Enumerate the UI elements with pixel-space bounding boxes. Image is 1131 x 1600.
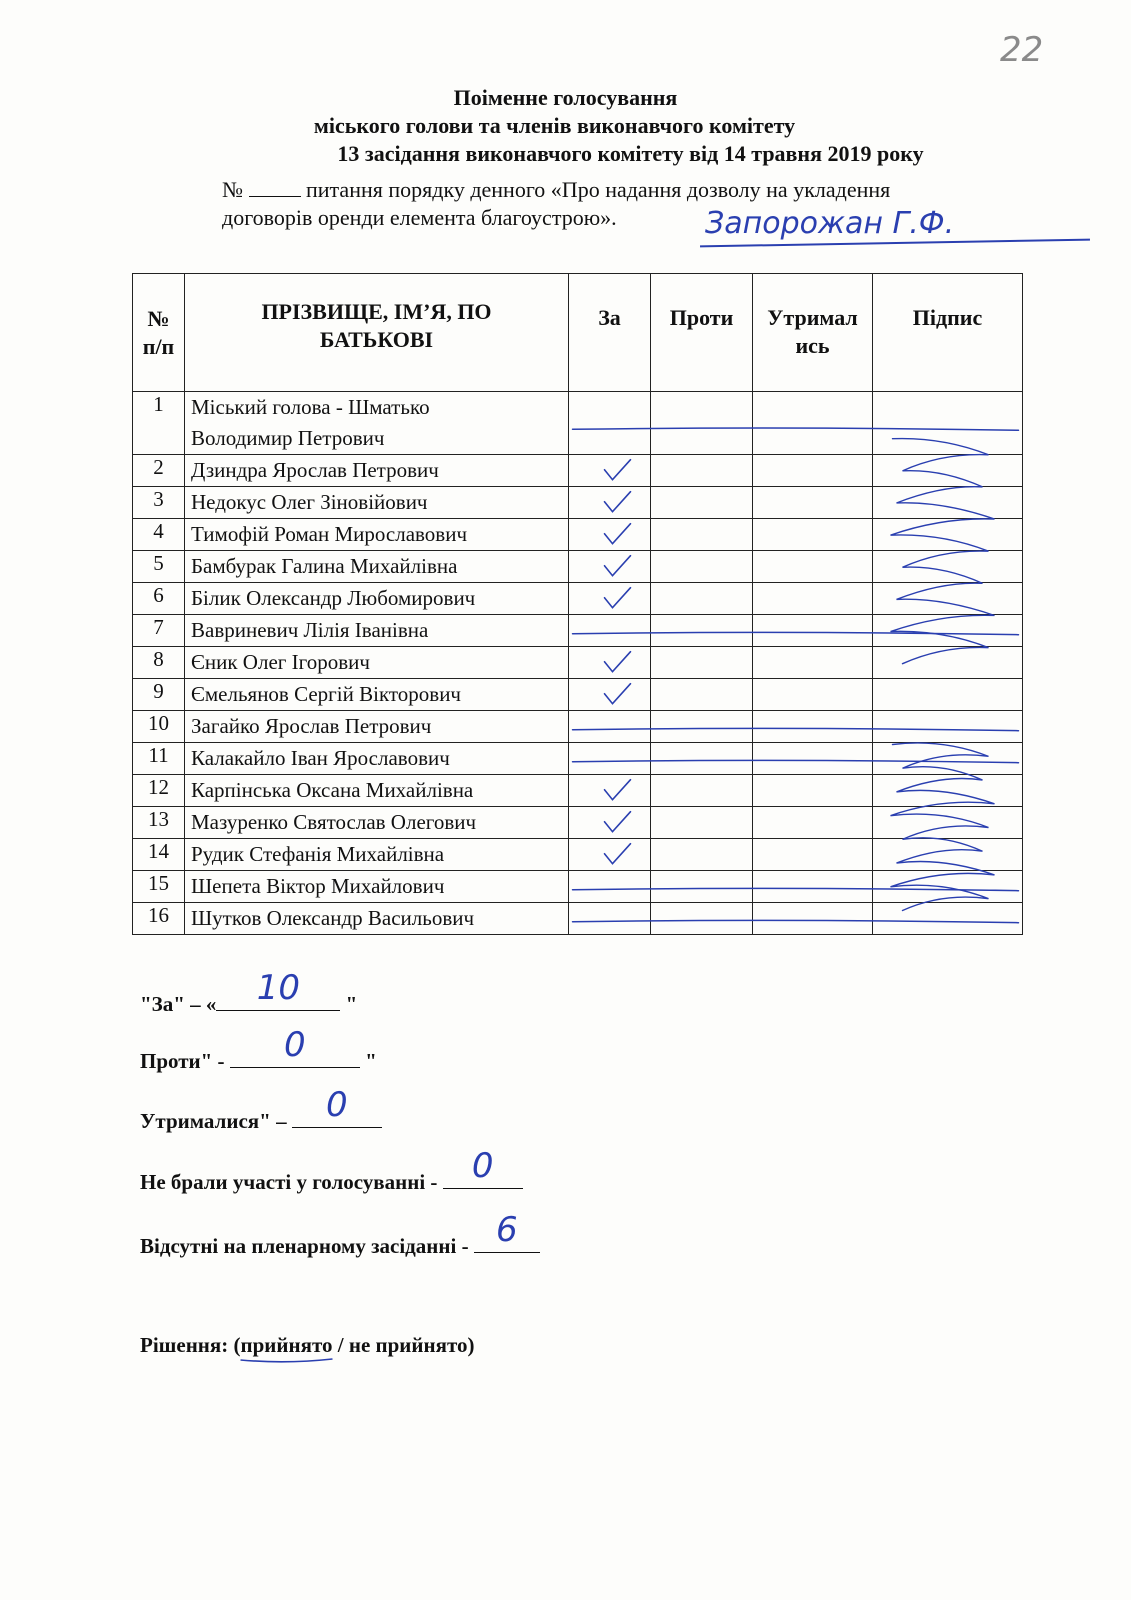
row-number: 3 <box>133 487 185 519</box>
row-for <box>569 871 651 903</box>
row-signature <box>873 807 1023 839</box>
row-for <box>569 392 651 455</box>
tally-absent <box>140 1210 540 1259</box>
header-signature: Підпис <box>873 274 1023 392</box>
row-name-line: Загайко Ярослав Петрович <box>191 714 432 738</box>
row-for <box>569 807 651 839</box>
table-row <box>133 775 1023 807</box>
table-row <box>133 455 1023 487</box>
tally-not-voting-label: Не брали участі у голосуванні - <box>140 1170 443 1194</box>
row-name <box>185 807 569 839</box>
row-for <box>569 775 651 807</box>
row-name-line: Недокус Олег Зіновійович <box>191 490 428 514</box>
header-against: Проти <box>651 274 753 392</box>
row-abstained <box>753 583 873 615</box>
row-name <box>185 903 569 935</box>
tally-for-label: "За" – « <box>140 992 217 1016</box>
row-abstained <box>753 775 873 807</box>
row-name-line: Бамбурак Галина Михайлівна <box>191 554 458 578</box>
table-row <box>133 711 1023 743</box>
tally-abstained <box>140 1085 382 1134</box>
row-name-line: Мазуренко Святослав Олегович <box>191 810 477 834</box>
tally-not-voting <box>140 1146 523 1195</box>
row-against <box>651 455 753 487</box>
row-number: 16 <box>133 903 185 935</box>
row-name <box>185 392 569 455</box>
row-name-line: Рудик Стефанія Михайлівна <box>191 842 445 866</box>
row-signature <box>873 903 1023 935</box>
row-abstained <box>753 807 873 839</box>
row-for <box>569 583 651 615</box>
row-against <box>651 615 753 647</box>
table-row <box>133 679 1023 711</box>
tally-not-voting-value: 0 <box>471 1146 494 1186</box>
row-against <box>651 679 753 711</box>
reporter-handwritten: Запорожан Г.Ф. <box>705 206 955 241</box>
table-row <box>133 551 1023 583</box>
row-name <box>185 551 569 583</box>
row-against <box>651 551 753 583</box>
row-against <box>651 487 753 519</box>
heading-line-2: міського голови та членів виконавчого комітету <box>313 113 796 138</box>
row-signature <box>873 392 1023 455</box>
row-abstained <box>753 903 873 935</box>
row-number: 11 <box>133 743 185 775</box>
row-number: 5 <box>133 551 185 583</box>
tally-against-label: Проти" - <box>140 1049 230 1073</box>
row-abstained <box>753 487 873 519</box>
row-number: 8 <box>133 647 185 679</box>
vote-table <box>132 273 1023 935</box>
row-abstained <box>753 839 873 871</box>
table-row <box>133 615 1023 647</box>
row-against <box>651 839 753 871</box>
row-against <box>651 583 753 615</box>
row-abstained <box>753 455 873 487</box>
row-abstained <box>753 871 873 903</box>
row-name-line: Міський голова - Шматько <box>191 395 430 419</box>
tally-against <box>140 1025 377 1074</box>
decision-separator: / <box>332 1333 349 1357</box>
row-number: 7 <box>133 615 185 647</box>
agenda-text-line-1: питання порядку денного «Про надання дозволу на укладення <box>306 177 891 202</box>
row-for <box>569 743 651 775</box>
row-against <box>651 647 753 679</box>
header-for: За <box>569 274 651 392</box>
row-against <box>651 903 753 935</box>
document-heading <box>0 84 1131 168</box>
row-signature <box>873 583 1023 615</box>
row-name <box>185 519 569 551</box>
row-signature <box>873 775 1023 807</box>
decision-rejected: не прийнято <box>348 1333 468 1357</box>
row-number: 1 <box>133 392 185 455</box>
table-row <box>133 839 1023 871</box>
row-name-line: Білик Олександр Любомирович <box>191 586 476 610</box>
row-name-line-2: Володимир Петрович <box>191 426 385 450</box>
table-row <box>133 487 1023 519</box>
row-for <box>569 903 651 935</box>
row-name <box>185 871 569 903</box>
row-number: 15 <box>133 871 185 903</box>
row-signature <box>873 839 1023 871</box>
heading-line-1: Поіменне голосування <box>453 85 678 110</box>
agenda-number-sign: № <box>222 177 243 202</box>
tally-absent-value: 6 <box>496 1210 518 1250</box>
row-signature <box>873 647 1023 679</box>
row-name <box>185 711 569 743</box>
row-signature <box>873 615 1023 647</box>
tally-abstained-label: Утрималися" – <box>140 1109 292 1133</box>
row-number: 6 <box>133 583 185 615</box>
row-for <box>569 455 651 487</box>
row-number: 12 <box>133 775 185 807</box>
row-number: 10 <box>133 711 185 743</box>
table-row <box>133 392 1023 455</box>
row-abstained <box>753 615 873 647</box>
row-against <box>651 775 753 807</box>
row-name <box>185 679 569 711</box>
row-name <box>185 743 569 775</box>
tally-not-voting-blank <box>443 1146 523 1189</box>
row-number: 14 <box>133 839 185 871</box>
row-for <box>569 679 651 711</box>
row-name-line: Тимофій Роман Мирославович <box>191 522 468 546</box>
row-signature <box>873 743 1023 775</box>
row-for <box>569 647 651 679</box>
row-number: 2 <box>133 455 185 487</box>
row-name-line: Вавриневич Лілія Іванівна <box>191 618 429 642</box>
tally-against-blank <box>230 1025 360 1068</box>
row-signature <box>873 679 1023 711</box>
tally-for-value: 10 <box>256 968 301 1008</box>
tally-absent-blank <box>474 1210 540 1253</box>
row-for <box>569 487 651 519</box>
row-name <box>185 455 569 487</box>
tally-against-suffix: " <box>359 1049 377 1073</box>
header-abstained: Утримались <box>753 274 873 392</box>
row-against <box>651 711 753 743</box>
row-name-line: Шутков Олександр Васильович <box>191 906 475 930</box>
row-name <box>185 839 569 871</box>
row-abstained <box>753 551 873 583</box>
row-signature <box>873 711 1023 743</box>
row-for <box>569 615 651 647</box>
row-against <box>651 807 753 839</box>
row-name-line: Ємельянов Сергій Вікторович <box>191 682 461 706</box>
row-number: 13 <box>133 807 185 839</box>
table-row <box>133 871 1023 903</box>
decision <box>140 1333 475 1358</box>
heading-line-3: 13 засідання виконавчого комітету від 14 травня 2019 року <box>337 141 924 166</box>
table-row <box>133 903 1023 935</box>
page-number: 22 <box>1000 30 1044 70</box>
agenda-text-line-2: договорів оренди елемента благоустрою». <box>222 205 617 230</box>
row-against <box>651 519 753 551</box>
row-signature <box>873 551 1023 583</box>
row-signature <box>873 455 1023 487</box>
row-abstained <box>753 647 873 679</box>
decision-underline <box>241 1359 333 1362</box>
tally-abstained-value: 0 <box>326 1085 348 1125</box>
row-against <box>651 871 753 903</box>
header-name: ПРІЗВИЩЕ, ІМ’Я, ПО БАТЬКОВІ <box>185 274 569 392</box>
table-row <box>133 583 1023 615</box>
row-against <box>651 743 753 775</box>
tally-absent-label: Відсутні на пленарному засіданні - <box>140 1234 474 1258</box>
row-name-line: Карпінська Оксана Михайлівна <box>191 778 474 802</box>
tally-for-suffix: " <box>340 992 358 1016</box>
decision-label: Рішення: ( <box>140 1333 241 1357</box>
row-abstained <box>753 743 873 775</box>
row-for <box>569 711 651 743</box>
row-signature <box>873 871 1023 903</box>
table-row <box>133 743 1023 775</box>
decision-accepted: прийнято <box>240 1333 333 1357</box>
header-num: № п/п <box>133 274 185 392</box>
table-row <box>133 519 1023 551</box>
row-for <box>569 839 651 871</box>
row-number: 4 <box>133 519 185 551</box>
tally-abstained-blank <box>292 1085 382 1128</box>
row-name-line: Єник Олег Ігорович <box>191 650 370 674</box>
row-name <box>185 615 569 647</box>
row-name-line: Дзиндра Ярослав Петрович <box>191 458 439 482</box>
row-number: 9 <box>133 679 185 711</box>
row-abstained <box>753 679 873 711</box>
tally-for-blank <box>216 968 340 1011</box>
row-name <box>185 583 569 615</box>
row-name-line: Шепета Віктор Михайлович <box>191 874 445 898</box>
row-signature <box>873 487 1023 519</box>
row-for <box>569 519 651 551</box>
row-name <box>185 487 569 519</box>
row-abstained <box>753 711 873 743</box>
row-name <box>185 775 569 807</box>
row-for <box>569 551 651 583</box>
row-abstained <box>753 519 873 551</box>
tally-against-value: 0 <box>283 1025 306 1065</box>
table-row <box>133 647 1023 679</box>
tally-for <box>140 968 358 1017</box>
row-against <box>651 392 753 455</box>
row-signature <box>873 519 1023 551</box>
table-row <box>133 807 1023 839</box>
row-name-line: Калакайло Іван Ярославович <box>191 746 450 770</box>
row-abstained <box>753 392 873 455</box>
agenda-number-blank <box>249 178 301 197</box>
row-name <box>185 647 569 679</box>
decision-close: ) <box>467 1333 475 1357</box>
